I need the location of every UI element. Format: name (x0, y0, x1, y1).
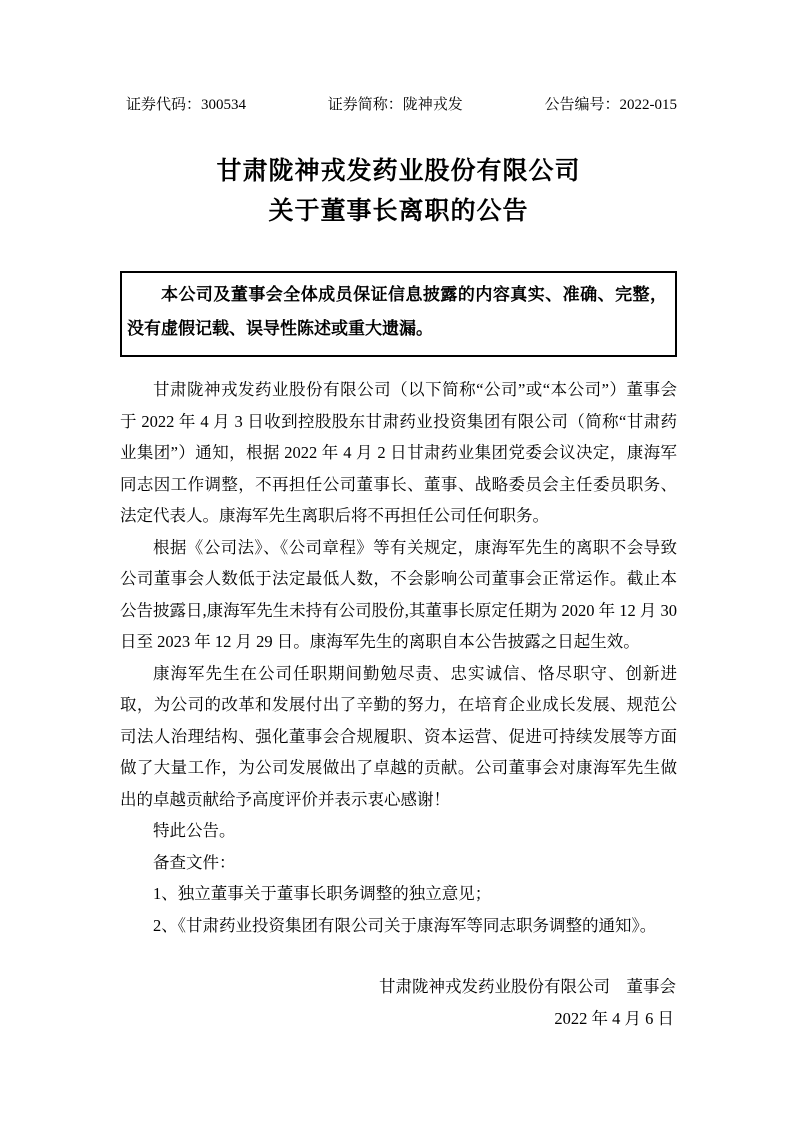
announcement-subject-line: 关于董事长离职的公告 (268, 197, 529, 225)
attachments-heading: 备查文件： (153, 852, 236, 872)
announcement-body (120, 374, 677, 941)
stock-short-name: 证券简称：陇神戎发 (327, 97, 463, 113)
disclaimer-box (120, 271, 677, 357)
stock-code: 证券代码：300534 (126, 97, 247, 113)
body-paragraph-3: 康海军先生在公司任职期间勤勉尽责、忠实诚信、恪尽职守、创新进取，为公司的改革和发展付出了辛勤的努力，在培育企业成长发展、规范公司法人治理结构、强化董事会合规履职、资本运营、促进可持续发展等方面做了大量工作，为公司发展做出了卓越的贡献。公司董事会对康海军先生做出的卓越贡献给予高度评价并表示衷心感谢！ (120, 663, 677, 809)
signature-block (120, 971, 677, 1035)
body-paragraph-2: 根据《公司法》、《公司章程》等有关规定，康海军先生的离职不会导致公司董事会人数低于法定最低人数，不会影响公司董事会正常运作。截止本公告披露日,康海军先生未持有公司股份,其董事长原定任期为 2020 年 12 月 30 日至 2023 年 12 月 29 日。康海军先生的离职自本公告披露之日起生效。 (120, 537, 677, 651)
notice-line: 特此公告。 (153, 821, 236, 840)
announcement-number: 公告编号：2022-015 (544, 97, 677, 113)
attachment-item-1: 1、独立董事关于董事长职务调整的独立意见； (153, 884, 492, 903)
disclaimer-text: 本公司及董事会全体成员保证信息披露的内容真实、准确、完整，没有虚假记载、误导性陈述或重大遗漏。 (127, 285, 667, 338)
document-title (120, 151, 677, 231)
signature-company-line: 甘肃陇神戎发药业股份有限公司 董事会 (379, 977, 676, 996)
signature-date-line: 2022 年 4 月 6 日 (554, 1009, 674, 1028)
body-paragraph-1: 甘肃陇神戎发药业股份有限公司（以下简称“公司”或“本公司”）董事会于 2022 年 4 月 3 日收到控股股东甘肃药业投资集团有限公司（简称“甘肃药业集团”）通知，根据 2022 年 4 月 2 日甘肃药业集团党委会议决定，康海军同志因工作调整，不再担任公司董事长、董事、战略委员会主任委员职务、法定代表人。康海军先生离职后将不再担任公司任何职务。 (120, 380, 677, 525)
attachment-item-2: 2、《甘肃药业投资集团有限公司关于康海军等同志职务调整的通知》。 (153, 915, 657, 935)
document-header (120, 97, 677, 113)
company-name-title-line: 甘肃陇神戎发药业股份有限公司 (216, 157, 581, 185)
